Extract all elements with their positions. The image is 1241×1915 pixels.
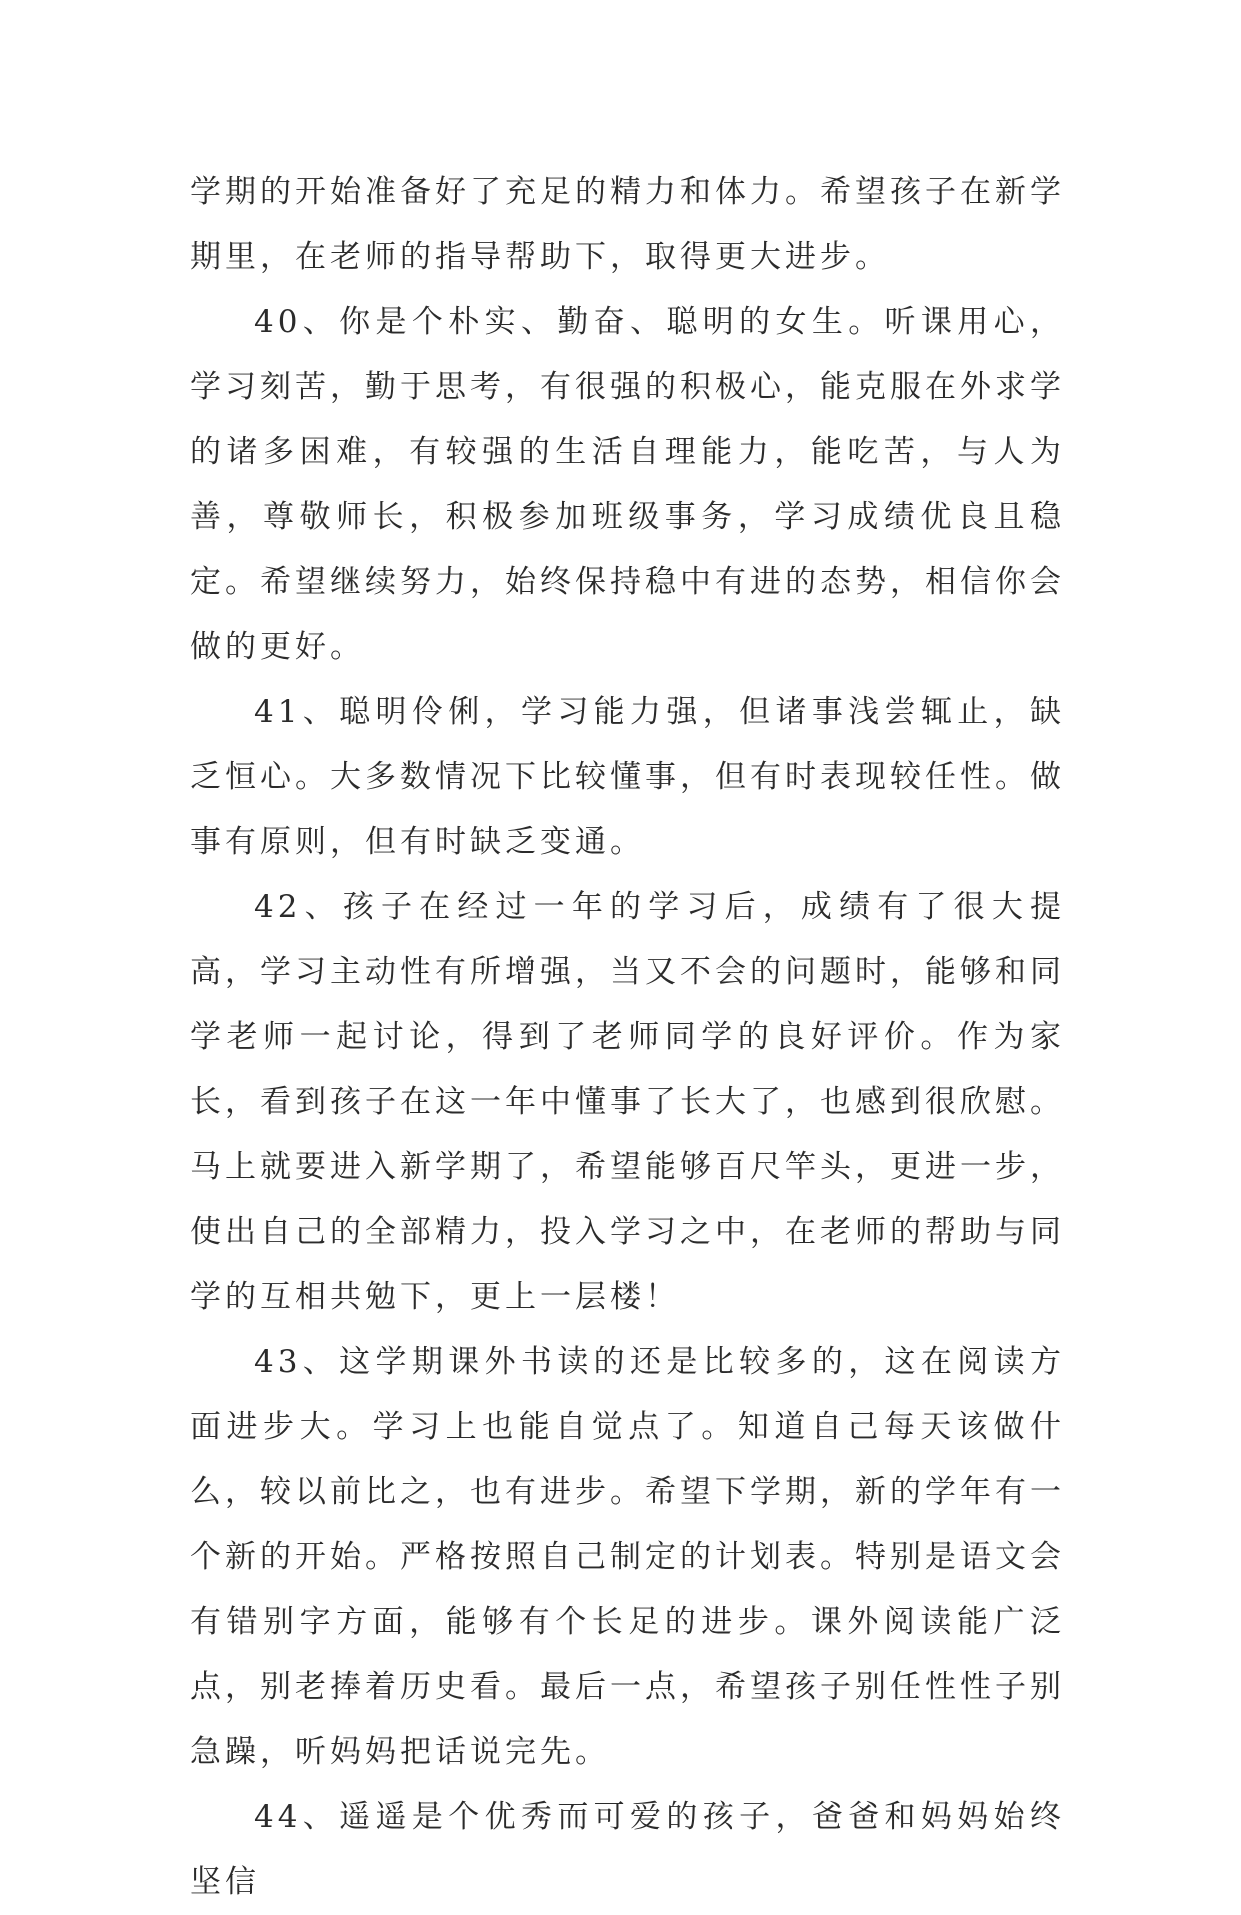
paragraph-43: 43、这学期课外书读的还是比较多的，这在阅读方面进步大。学习上也能自觉点了。知道自己每天该做什么，较以前比之，也有进步。希望下学期，新的学年有一个新的开始。严格按照自己制定的计划表。特别是语文会有错别字方面，能够有个长足的进步。课外阅读能广泛点，别老捧着历史看。最后一点，希望孩子别任性性子别急躁，听妈妈把话说完先。 xyxy=(190,1344,1065,1770)
paragraph-continuation: 学期的开始准备好了充足的精力和体力。希望孩子在新学期里，在老师的指导帮助下，取得更大进步。 xyxy=(190,174,1065,275)
paragraph-40: 40、你是个朴实、勤奋、聪明的女生。听课用心，学习刻苦，勤于思考，有很强的积极心，能克服在外求学的诸多困难，有较强的生活自理能力，能吃苦，与人为善，尊敬师长，积极参加班级事务，学习成绩优良且稳定。希望继续努力，始终保持稳中有进的态势，相信你会做的更好。 xyxy=(190,304,1065,665)
paragraph-44: 44、遥遥是个优秀而可爱的孩子，爸爸和妈妈始终坚信 xyxy=(190,1799,1065,1900)
paragraph-41: 41、聪明伶俐，学习能力强，但诸事浅尝辄止，缺乏恒心。大多数情况下比较懂事，但有时表现较任性。做事有原则，但有时缺乏变通。 xyxy=(190,694,1065,860)
paragraph-42: 42、孩子在经过一年的学习后，成绩有了很大提高，学习主动性有所增强，当又不会的问题时，能够和同学老师一起讨论，得到了老师同学的良好评价。作为家长，看到孩子在这一年中懂事了长大了，也感到很欣慰。马上就要进入新学期了，希望能够百尺竿头，更进一步，使出自己的全部精力，投入学习之中，在老师的帮助与同学的互相共勉下，更上一层楼！ xyxy=(190,889,1065,1315)
document-body xyxy=(190,160,1065,1915)
